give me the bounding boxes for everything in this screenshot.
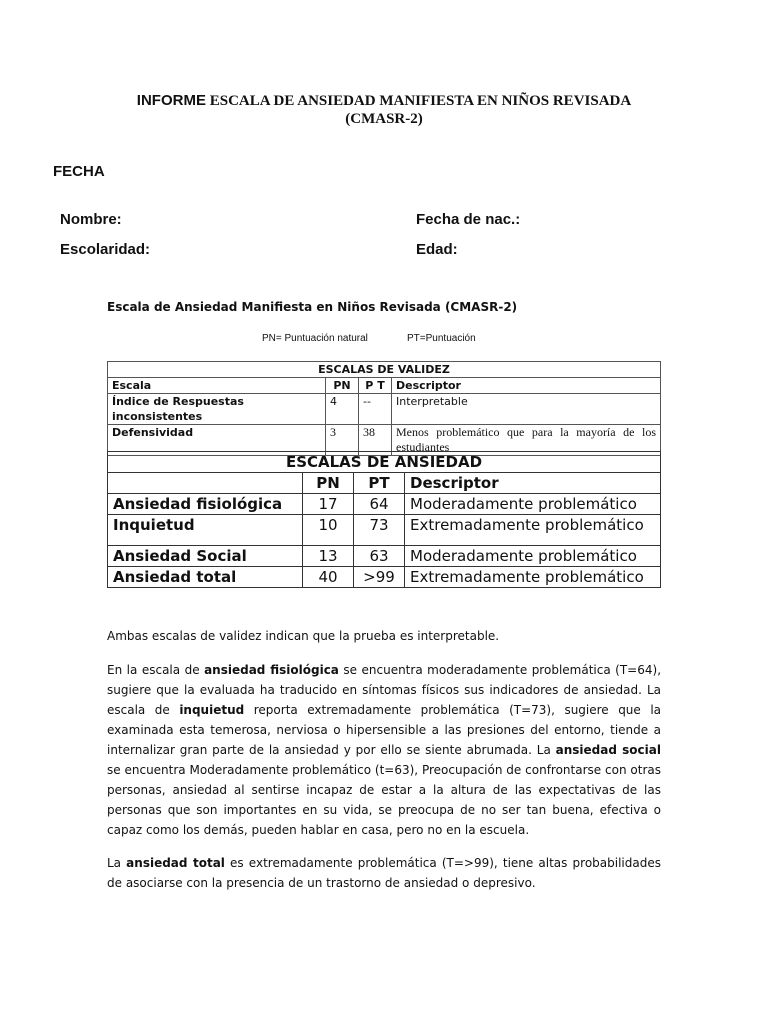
header-cell: PN (326, 378, 359, 394)
pt-cell: -- (359, 394, 392, 425)
text-run: La (107, 856, 127, 870)
header-cell: Descriptor (405, 473, 661, 494)
table-row (108, 515, 661, 536)
fecha-nac-label: Fecha de nac.: (416, 211, 521, 228)
scale-cell: Ansiedad total (108, 567, 303, 588)
pn-cell: 3 (326, 425, 359, 456)
pt-cell: 73 (354, 515, 405, 536)
descriptor-cell: Moderadamente problemático (405, 494, 661, 515)
section-title: Escala de Ansiedad Manifiesta en Niños Revisada (CMASR-2) (107, 300, 518, 314)
table-row (108, 494, 661, 515)
title-line2: (CMASR-2) (345, 111, 423, 127)
scale-cell: Ansiedad Social (108, 546, 303, 567)
paragraph-scales (107, 660, 661, 840)
text-run: se encuentra Moderadamente problemático (t=63), Preocupación de confrontarse con otras personas, ansiedad al sentirse incapaz de estar a la altura de las expectativas de las personas que son importantes en su vida, se preocupa de no ser tan buena, efectiva o capaz como los demás, pueden hablar en casa, pero no en la escuela. (107, 763, 661, 837)
descriptor-cell: Extremadamente problemático (405, 567, 661, 588)
text-run: reporta extremadamente problemática (T=73), sugiere que la examinada esta temerosa, nerviosa o hipersensible a las presiones del entorno, tiende a internalizar gran parte de la ansiedad y por ello se siente abrumada. La (107, 703, 662, 757)
scale-cell: Defensividad (108, 425, 326, 456)
pn-cell: 13 (303, 546, 354, 567)
legend-pt: PT=Puntuación (407, 333, 476, 344)
text-run: es extremadamente problemática (T=>99), tiene altas probabilidades de asociarse con la presencia de un trastorno de ansiedad o depresivo. (107, 856, 661, 890)
text-run-bold: ansiedad social (555, 743, 661, 757)
title-rest: ESCALA DE ANSIEDAD MANIFIESTA EN NIÑOS REVISADA (205, 93, 632, 109)
title-prefix: INFORME (136, 92, 206, 109)
anxiety-table (107, 451, 661, 588)
pn-cell: 40 (303, 567, 354, 588)
text-run-bold: inquietud (179, 703, 245, 717)
pt-cell: 63 (354, 546, 405, 567)
text-run-bold: ansiedad total (126, 856, 225, 870)
header-cell: P T (359, 378, 392, 394)
header-cell: Descriptor (392, 378, 661, 394)
table-row (108, 378, 661, 394)
header-cell (108, 473, 303, 494)
text-run: se encuentra moderadamente problemática (T=64), sugiere que la evaluada ha traducido en síntomas físicos sus indicadores de ansiedad. La escala de (107, 663, 662, 717)
validity-table-title: ESCALAS DE VALIDEZ (108, 362, 661, 378)
table-row (108, 473, 661, 494)
descriptor-cell: Interpretable (392, 394, 661, 425)
scale-cell: Inquietud (108, 515, 303, 536)
escolaridad-label: Escolaridad: (60, 241, 151, 258)
pn-cell: 17 (303, 494, 354, 515)
report-title (0, 92, 768, 128)
pt-cell: 64 (354, 494, 405, 515)
edad-label: Edad: (416, 241, 458, 258)
header-cell: PT (354, 473, 405, 494)
paragraph-total (107, 853, 661, 893)
pt-cell: >99 (354, 567, 405, 588)
table-row (108, 546, 661, 567)
nombre-label: Nombre: (60, 211, 122, 228)
table-row (108, 567, 661, 588)
legend-pn: PN= Puntuación natural (262, 333, 368, 344)
descriptor-cell: Menos problemático que para la mayoría de los estudiantes (392, 425, 661, 456)
table-gap (108, 535, 661, 546)
header-cell: Escala (108, 378, 326, 394)
pn-cell: 10 (303, 515, 354, 536)
pn-cell: 4 (326, 394, 359, 425)
descriptor-cell: Moderadamente problemático (405, 546, 661, 567)
scale-cell: Ansiedad fisiológica (108, 494, 303, 515)
pt-cell: 38 (359, 425, 392, 456)
anxiety-table-title: ESCALAS DE ANSIEDAD (108, 452, 661, 473)
scale-cell: Índice de Respuestas inconsistentes (108, 394, 326, 425)
validity-table (107, 361, 661, 456)
text-run-bold: ansiedad fisiológica (204, 663, 339, 677)
table-row (108, 394, 661, 425)
text-run: En la escala de (107, 663, 205, 677)
descriptor-cell: Extremadamente problemático (405, 515, 661, 536)
paragraph-validity: Ambas escalas de validez indican que la prueba es interpretable. (107, 629, 500, 643)
header-cell: PN (303, 473, 354, 494)
fecha-label: FECHA (53, 163, 105, 180)
